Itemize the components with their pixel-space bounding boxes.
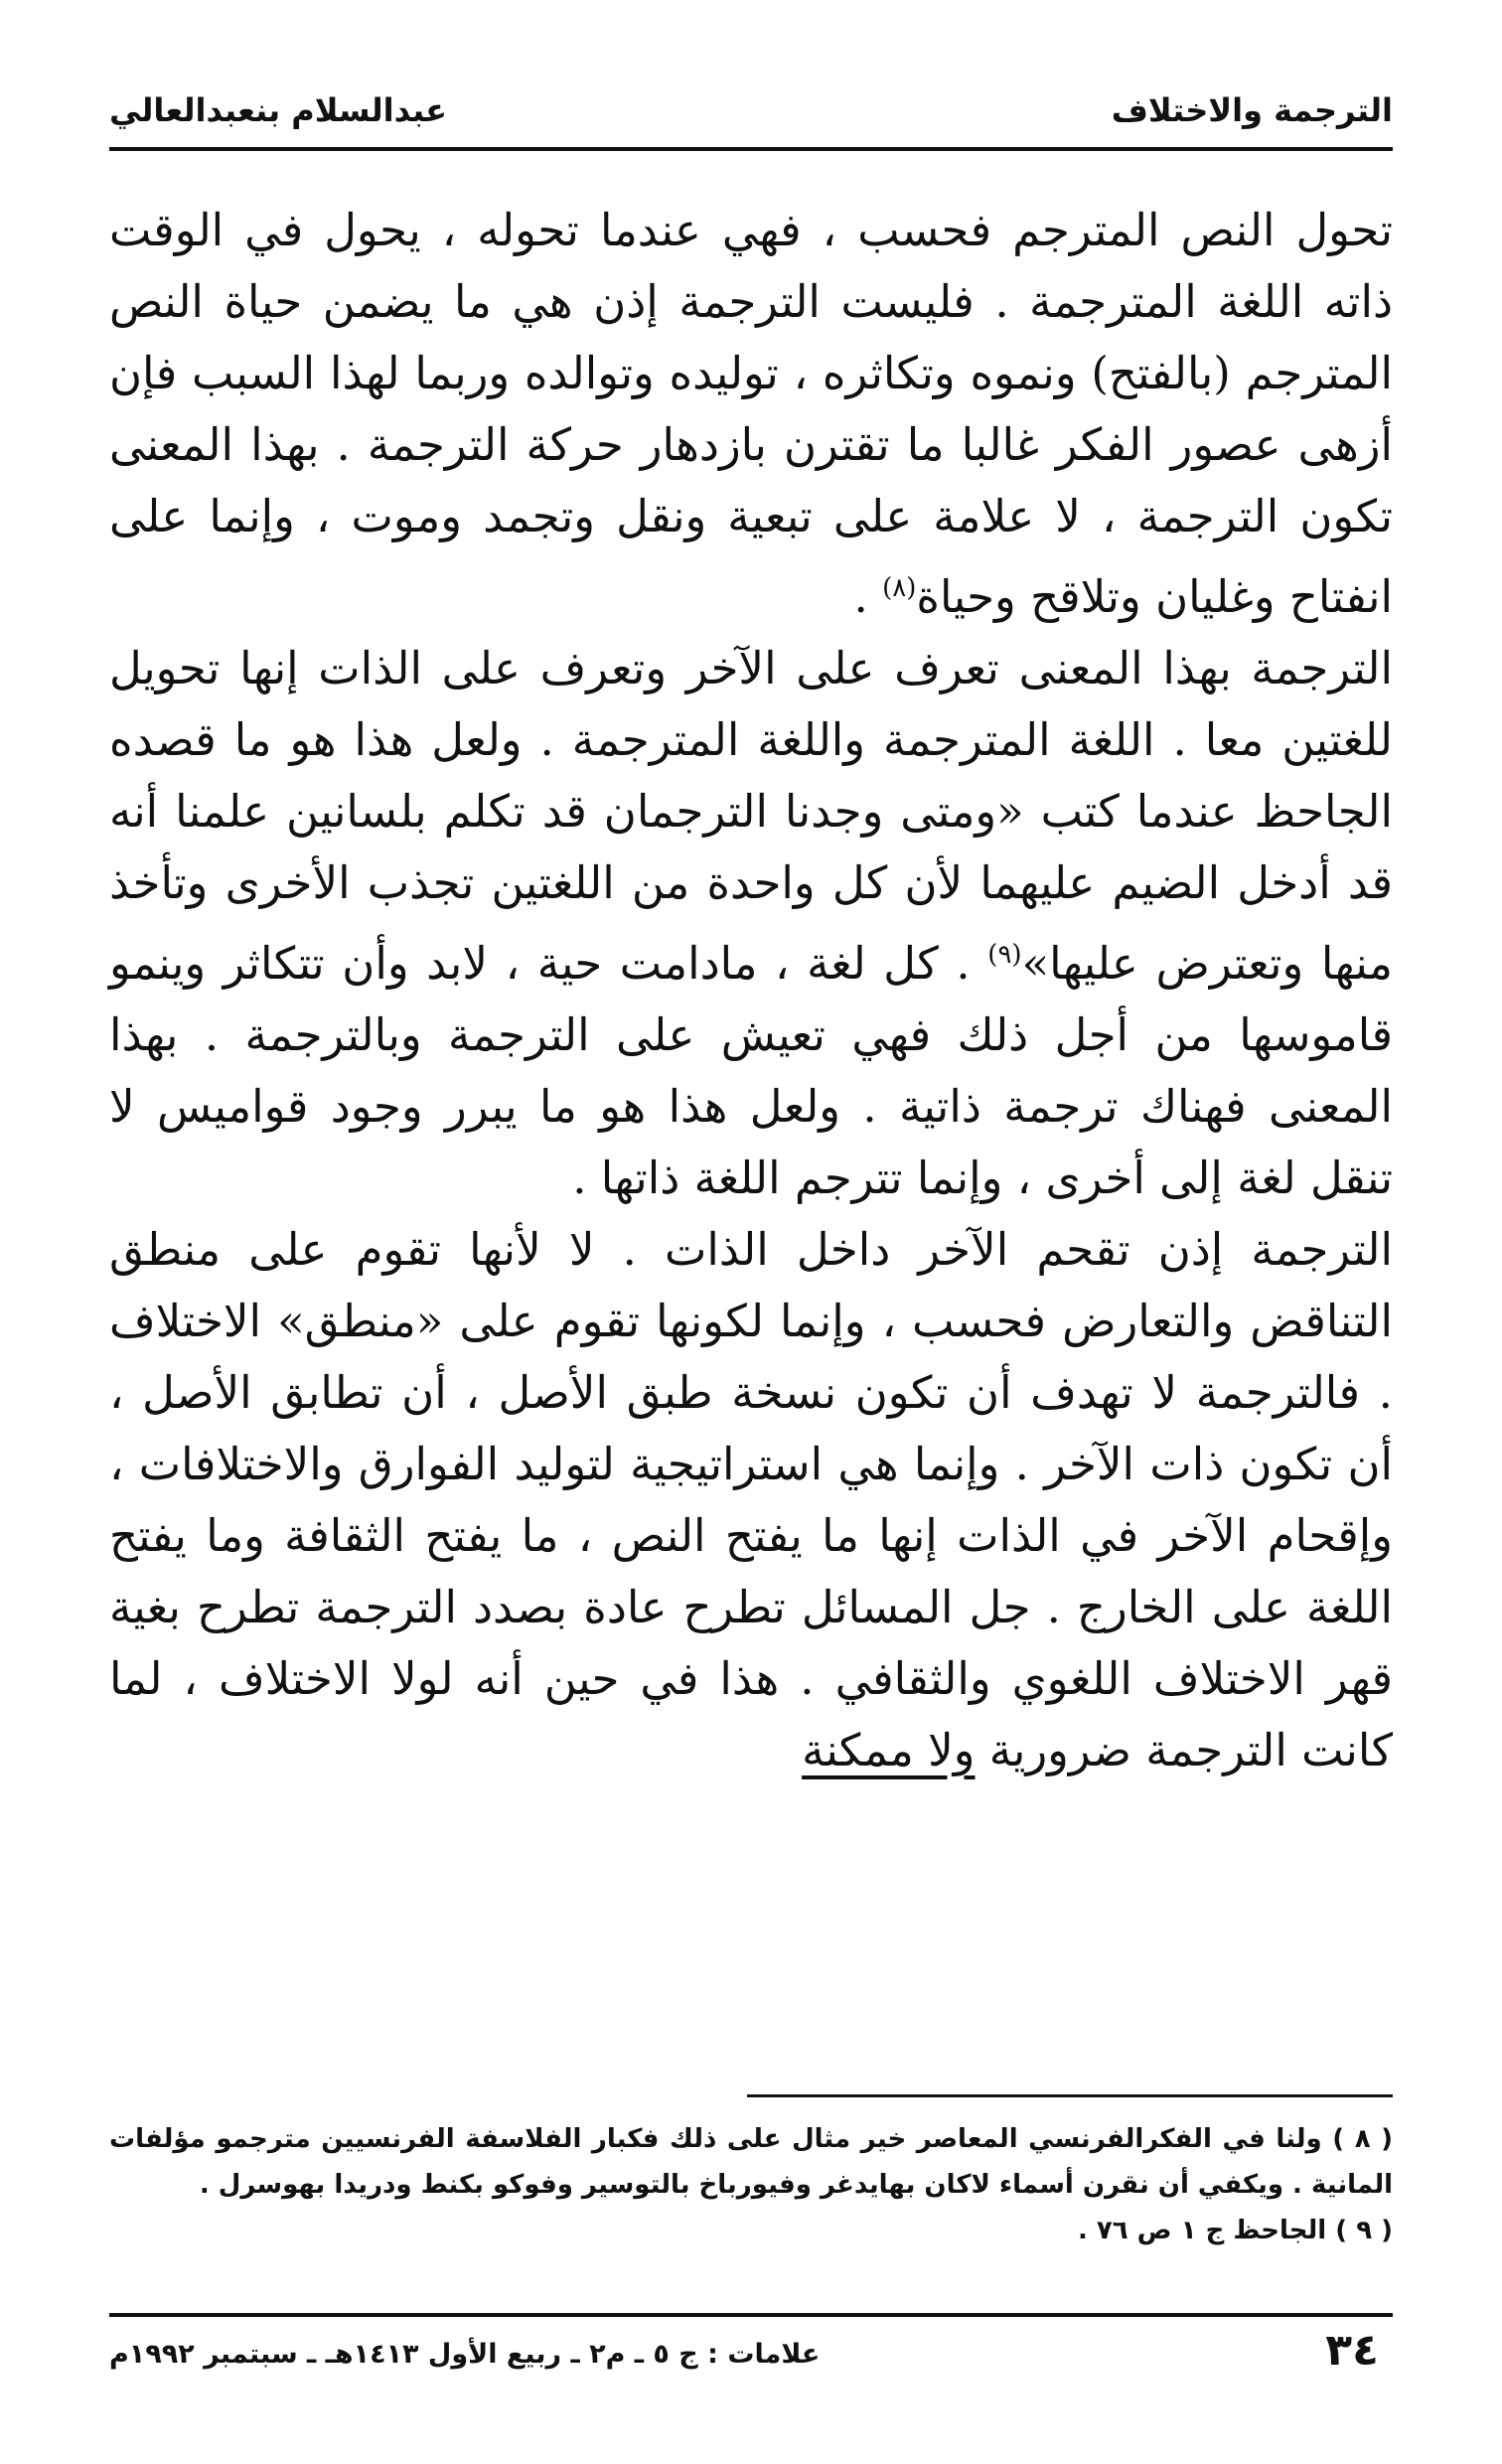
footnote-8: ( ٨ ) ولنا في الفكرالفرنسي المعاصر خير مثال على ذلك فكبار الفلاسفة الفرنسيين مترجمو مؤلفات المانية . ويكفي أن نقرن أسماء لاكان بهايدغر وفيورباخ بالتوسير وفوكو بكنط ودريدا بهوسرل . (109, 2124, 1394, 2200)
paragraph-3-text: الترجمة إذن تقحم الآخر داخل الذات . لا لأنها تقوم على منطق التناقض والتعارض فحسب ، وإنما لكونها تقوم على «منطق» الاختلاف . فالترجمة لا تهدف أن تكون نسخة طبق الأصل ، أن تطابق الأصل ، أن تكون ذات الآخر . وإنما هي استراتيجية لتوليد الفوارق والاختلافات ، وإقحام الآخر في الذات إنها ما يفتح النص ، ما يفتح الثقافة وما يفتح اللغة على الخارج . جل المسائل تطرح عادة بصدد الترجمة تطرح بغية قهر الاختلاف اللغوي والثقافي . هذا في حين أنه لولا الاختلاف ، لما كانت الترجمة ضرورية (109, 1223, 1393, 1776)
paragraph-1-end: . (853, 570, 883, 623)
paragraph-2 (109, 633, 1393, 1214)
running-header (109, 81, 1393, 151)
journal-info: علامات : ج ٥ ـ م٢ ـ ربيع الأول ١٤١٣هـ ـ سبتمبر ١٩٩٢م (109, 2339, 821, 2370)
article-body (109, 195, 1393, 1786)
paragraph-3 (109, 1214, 1393, 1786)
footnote-separator (747, 2094, 1393, 2097)
paragraph-2-text-b: . كل لغة ، مادامت حية ، لابد وأن تتكاثر وينمو قاموسها من أجل ذلك فهي تعيش على الترجمة وبالترجمة . بهذا المعنى فهناك ترجمة ذاتية . ولعل هذا هو ما يبرر وجود قواميس لا تنقل لغة إلى أخرى ، وإنما تترجم اللغة ذاتها . (109, 937, 1393, 1204)
paragraph-2-text-a: الترجمة بهذا المعنى تعرف على الآخر وتعرف على الذات إنها تحويل للغتين معا . اللغة المترجمة واللغة المترجمة . ولعل هذا هو ما قصده الجاحظ عندما كتب «ومتى وجدنا الترجمان قد تكلم بلسانين علمنا أنه قد أدخل الضيم عليهما لأن كل واحدة من اللغتين تجذب الأخرى وتأخذ منها وتعترض عليها» (109, 642, 1393, 990)
page-footer (109, 2325, 1393, 2385)
paragraph-1 (109, 195, 1393, 633)
footnote-ref-8: (٨) (882, 573, 917, 603)
footnote-ref-9: (٩) (987, 940, 1022, 970)
article-title: الترجمة والاختلاف (1111, 91, 1393, 129)
paragraph-1-text: تحول النص المترجم فحسب ، فهي عندما تحوله ، يحول في الوقت ذاته اللغة المترجمة . فليست الترجمة إذن هي ما يضمن حياة النص المترجم (بالفتح) ونموه وتكاثره ، توليده وتوالده وربما لهذا السبب فإن أزهى عصور الفكر غالبا ما تقترن بازدهار حركة الترجمة . بهذا المعنى تكون الترجمة ، لا علامة على تبعية ونقل وتجمد وموت ، وإنما على انفتاح وغليان وتلاقح وحياة (109, 204, 1393, 623)
footnote-9: ( ٩ ) الجاحظ ج ١ ص ٧٦ . (1077, 2216, 1393, 2245)
footnotes (109, 2116, 1393, 2253)
paragraph-3-underlined: ولا ممكنة (802, 1724, 976, 1776)
author-name: عبدالسلام بنعبدالعالي (109, 91, 447, 129)
page-number: ٣٤ (1325, 2325, 1379, 2376)
footer-rule (109, 2313, 1393, 2317)
